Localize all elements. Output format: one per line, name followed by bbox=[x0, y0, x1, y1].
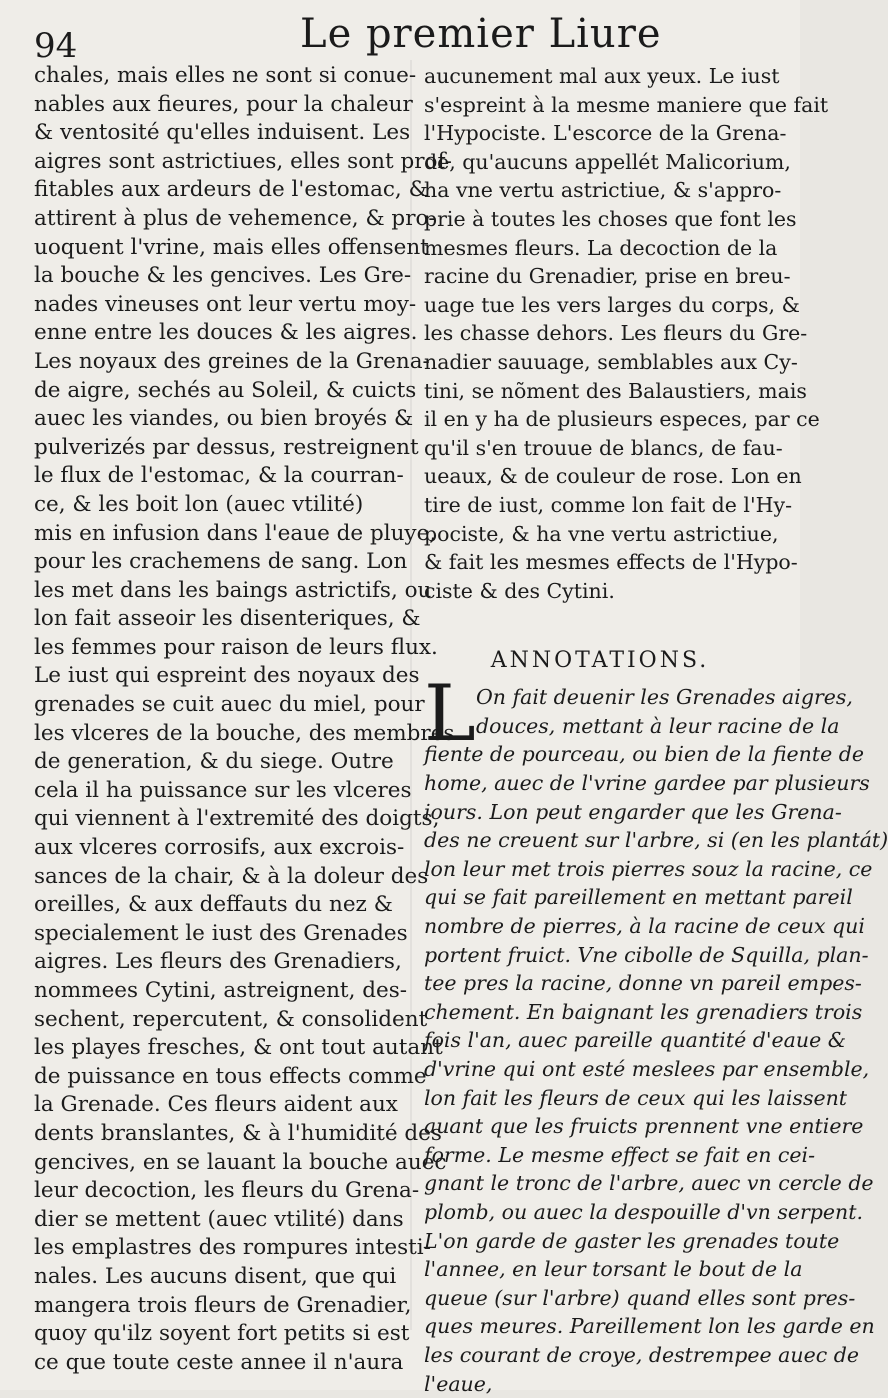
page-header bbox=[0, 0, 800, 64]
text-line: douces, mettant à leur racine de la bbox=[476, 713, 840, 738]
text-line: pour les crachemens de sang. Lon bbox=[34, 549, 408, 575]
text-line: sances de la chair, & à la doleur des bbox=[34, 863, 429, 889]
annotations-heading: ANNOTATIONS. bbox=[490, 648, 710, 674]
text-line: nables aux fieures, pour la chaleur bbox=[34, 91, 413, 117]
text-line: nadier sauuage, semblables aux Cy- bbox=[424, 349, 798, 374]
text-line: aux vlceres corrosifs, aux excrois- bbox=[34, 835, 405, 861]
text-line: lon fait les fleurs de ceux qui les laissent bbox=[424, 1085, 848, 1110]
text-line: les met dans les baings astrictifs, ou bbox=[34, 577, 432, 603]
text-line: plomb, ou auec la despouille d'vn serpent. bbox=[424, 1199, 864, 1224]
text-line: gencives, en se lauant la bouche auec bbox=[34, 1149, 447, 1175]
text-line: racine du Grenadier, prise en breu- bbox=[424, 264, 791, 289]
text-line: aigres sont astrictiues, elles sont prof- bbox=[34, 148, 452, 174]
text-line: dier se mettent (auec vtilité) dans bbox=[34, 1206, 404, 1232]
text-line: la Grenade. Ces fleurs aident aux bbox=[34, 1092, 398, 1118]
text-line: portent fruict. Vne cibolle de Squilla, plan- bbox=[424, 942, 869, 967]
text-line: mangera trois fleurs de Grenadier, bbox=[34, 1292, 412, 1318]
text-line: les femmes pour raison de leurs flux. bbox=[34, 634, 438, 660]
text-line: de aigre, sechés au Soleil, & cuicts bbox=[34, 377, 417, 403]
text-line: l'annee, en leur torsant le bout de la bbox=[424, 1257, 803, 1282]
right-column-body bbox=[424, 62, 829, 605]
text-line: l'eaue, bbox=[424, 1371, 493, 1396]
text-line: de generation, & du siege. Outre bbox=[34, 749, 394, 775]
running-title: Le premier Liure bbox=[300, 11, 662, 57]
text-line: auec les viandes, ou bien broyés & bbox=[34, 406, 414, 432]
text-line: lon leur met trois pierres souz la racine, ce bbox=[424, 856, 873, 881]
text-line: le flux de l'estomac, & la courran- bbox=[34, 463, 404, 489]
text-line: les vlceres de la bouche, des membres bbox=[34, 720, 455, 746]
text-line: mis en infusion dans l'eaue de pluye, bbox=[34, 520, 437, 546]
text-line: qu'il s'en trouue de blancs, de fau- bbox=[424, 435, 783, 460]
text-line: chement. En baignant les grenadiers trois bbox=[424, 999, 863, 1024]
left-column bbox=[34, 62, 455, 1377]
drop-cap: L bbox=[424, 669, 476, 760]
right-column bbox=[424, 62, 888, 1398]
text-line: mesmes fleurs. La decoction de la bbox=[424, 235, 778, 260]
annotations-text bbox=[424, 669, 888, 1398]
text-line: aigres. Les fleurs des Grenadiers, bbox=[34, 949, 402, 975]
text-line: des ne creuent sur l'arbre, si (en les plantát) bbox=[424, 828, 888, 853]
text-line: fitables aux ardeurs de l'estomac, & bbox=[34, 177, 428, 203]
text-line: chales, mais elles ne sont si conue- bbox=[34, 63, 417, 88]
text-line: oreilles, & aux deffauts du nez & bbox=[34, 892, 393, 918]
text-line: de puissance en tous effects comme bbox=[34, 1063, 427, 1089]
text-line: Les noyaux des greines de la Grena- bbox=[34, 348, 430, 374]
text-line: enne entre les douces & les aigres. bbox=[34, 320, 418, 346]
text-line: nades vineuses ont leur vertu moy- bbox=[34, 291, 417, 317]
text-line: pulverizés par dessus, restreignent bbox=[34, 434, 419, 460]
text-line: uoquent l'vrine, mais elles offensent bbox=[34, 234, 429, 260]
text-line: nombre de pierres, à la racine de ceux qui bbox=[424, 914, 865, 939]
text-line: L'on garde de gaster les grenades toute bbox=[424, 1228, 840, 1253]
text-line: pociste, & ha vne vertu astrictiue, bbox=[424, 521, 779, 546]
text-line: ce, & les boit lon (auec vtilité) bbox=[34, 491, 364, 517]
text-line: la bouche & les gencives. Les Gre- bbox=[34, 263, 412, 289]
text-line: leur decoction, les fleurs du Grena- bbox=[34, 1178, 420, 1204]
text-line: fois l'an, auec pareille quantité d'eaue & bbox=[424, 1028, 846, 1053]
text-line: d'vrine qui ont esté meslees par ensemble, bbox=[424, 1057, 870, 1081]
text-line: ques meures. Pareillement lon les garde en bbox=[424, 1314, 875, 1339]
text-line: ha vne vertu astrictiue, & s'appro- bbox=[424, 178, 782, 203]
text-line: iours. Lon peut engarder que les Grena- bbox=[424, 799, 842, 824]
text-line: specialement le iust des Grenades bbox=[34, 920, 408, 946]
text-line: nales. Les aucuns disent, que qui bbox=[34, 1263, 397, 1289]
text-line: cela il ha puissance sur les vlceres bbox=[34, 777, 412, 803]
text-line: & ventosité qu'elles induisent. Les bbox=[34, 120, 411, 146]
text-line: forme. Le mesme effect se fait en cei- bbox=[424, 1142, 816, 1167]
text-line: ueaux, & de couleur de rose. Lon en bbox=[424, 464, 802, 489]
text-line: attirent à plus de vehemence, & pro- bbox=[34, 205, 436, 231]
annotations-body bbox=[424, 669, 888, 1398]
text-line: ce que toute ceste annee il n'aura bbox=[34, 1349, 404, 1375]
text-line: & fait les mesmes effects de l'Hypo- bbox=[424, 550, 798, 575]
text-line: auant que les fruicts prennent vne entiere bbox=[424, 1114, 864, 1139]
text-line: prie à toutes les choses que font les bbox=[424, 206, 797, 231]
text-line: tee pres la racine, donne vn pareil empes- bbox=[424, 971, 862, 996]
page-number: 94 bbox=[34, 26, 78, 66]
text-line: qui viennent à l'extremité des doigts, bbox=[34, 806, 440, 832]
text-line: tini, se nõment des Balaustiers, mais bbox=[424, 378, 807, 403]
text-line: gnant le tronc de l'arbre, auec vn cercle de bbox=[424, 1171, 874, 1196]
text-line: tire de iust, comme lon fait de l'Hy- bbox=[424, 492, 792, 517]
text-line: il en y ha de plusieurs especes, par ce bbox=[424, 407, 820, 432]
text-line: les emplastres des rompures intesti- bbox=[34, 1235, 431, 1261]
text-line: home, auec de l'vrine gardee par plusieurs bbox=[424, 771, 870, 796]
text-line: dents branslantes, & à l'humidité des bbox=[34, 1120, 442, 1146]
text-line: l'Hypociste. L'escorce de la Grena- bbox=[424, 121, 787, 146]
text-line: Le iust qui espreint des noyaux des bbox=[34, 663, 420, 689]
text-line: fiente de pourceau, ou bien de la fiente de bbox=[424, 742, 865, 767]
text-line: ciste & des Cytini. bbox=[424, 578, 615, 603]
text-line: queue (sur l'arbre) quand elles sont pres- bbox=[424, 1285, 856, 1310]
text-line: les chasse dehors. Les fleurs du Gre- bbox=[424, 321, 808, 346]
text-line: les courant de croye, destrempee auec de bbox=[424, 1342, 859, 1367]
text-line: On fait deuenir les Grenades aigres, bbox=[476, 685, 853, 710]
text-line: uage tue les vers larges du corps, & bbox=[424, 292, 800, 317]
text-line: les playes fresches, & ont tout autant bbox=[34, 1035, 443, 1061]
text-line: lon fait asseoir les disenteriques, & bbox=[34, 606, 421, 632]
text-line: quoy qu'ilz soyent fort petits si est bbox=[34, 1321, 410, 1347]
text-line: sechent, repercutent, & consolident bbox=[34, 1006, 428, 1032]
text-line: nommees Cytini, astreignent, des- bbox=[34, 978, 408, 1003]
text-line: s'espreint à la mesme maniere que fait bbox=[424, 92, 829, 117]
text-line: de, qu'aucuns appellét Malicorium, bbox=[424, 149, 791, 174]
text-line: grenades se cuit auec du miel, pour bbox=[34, 692, 425, 718]
text-line: qui se fait pareillement en mettant pareil bbox=[424, 885, 853, 910]
text-line: aucunement mal aux yeux. Le iust bbox=[424, 64, 780, 88]
